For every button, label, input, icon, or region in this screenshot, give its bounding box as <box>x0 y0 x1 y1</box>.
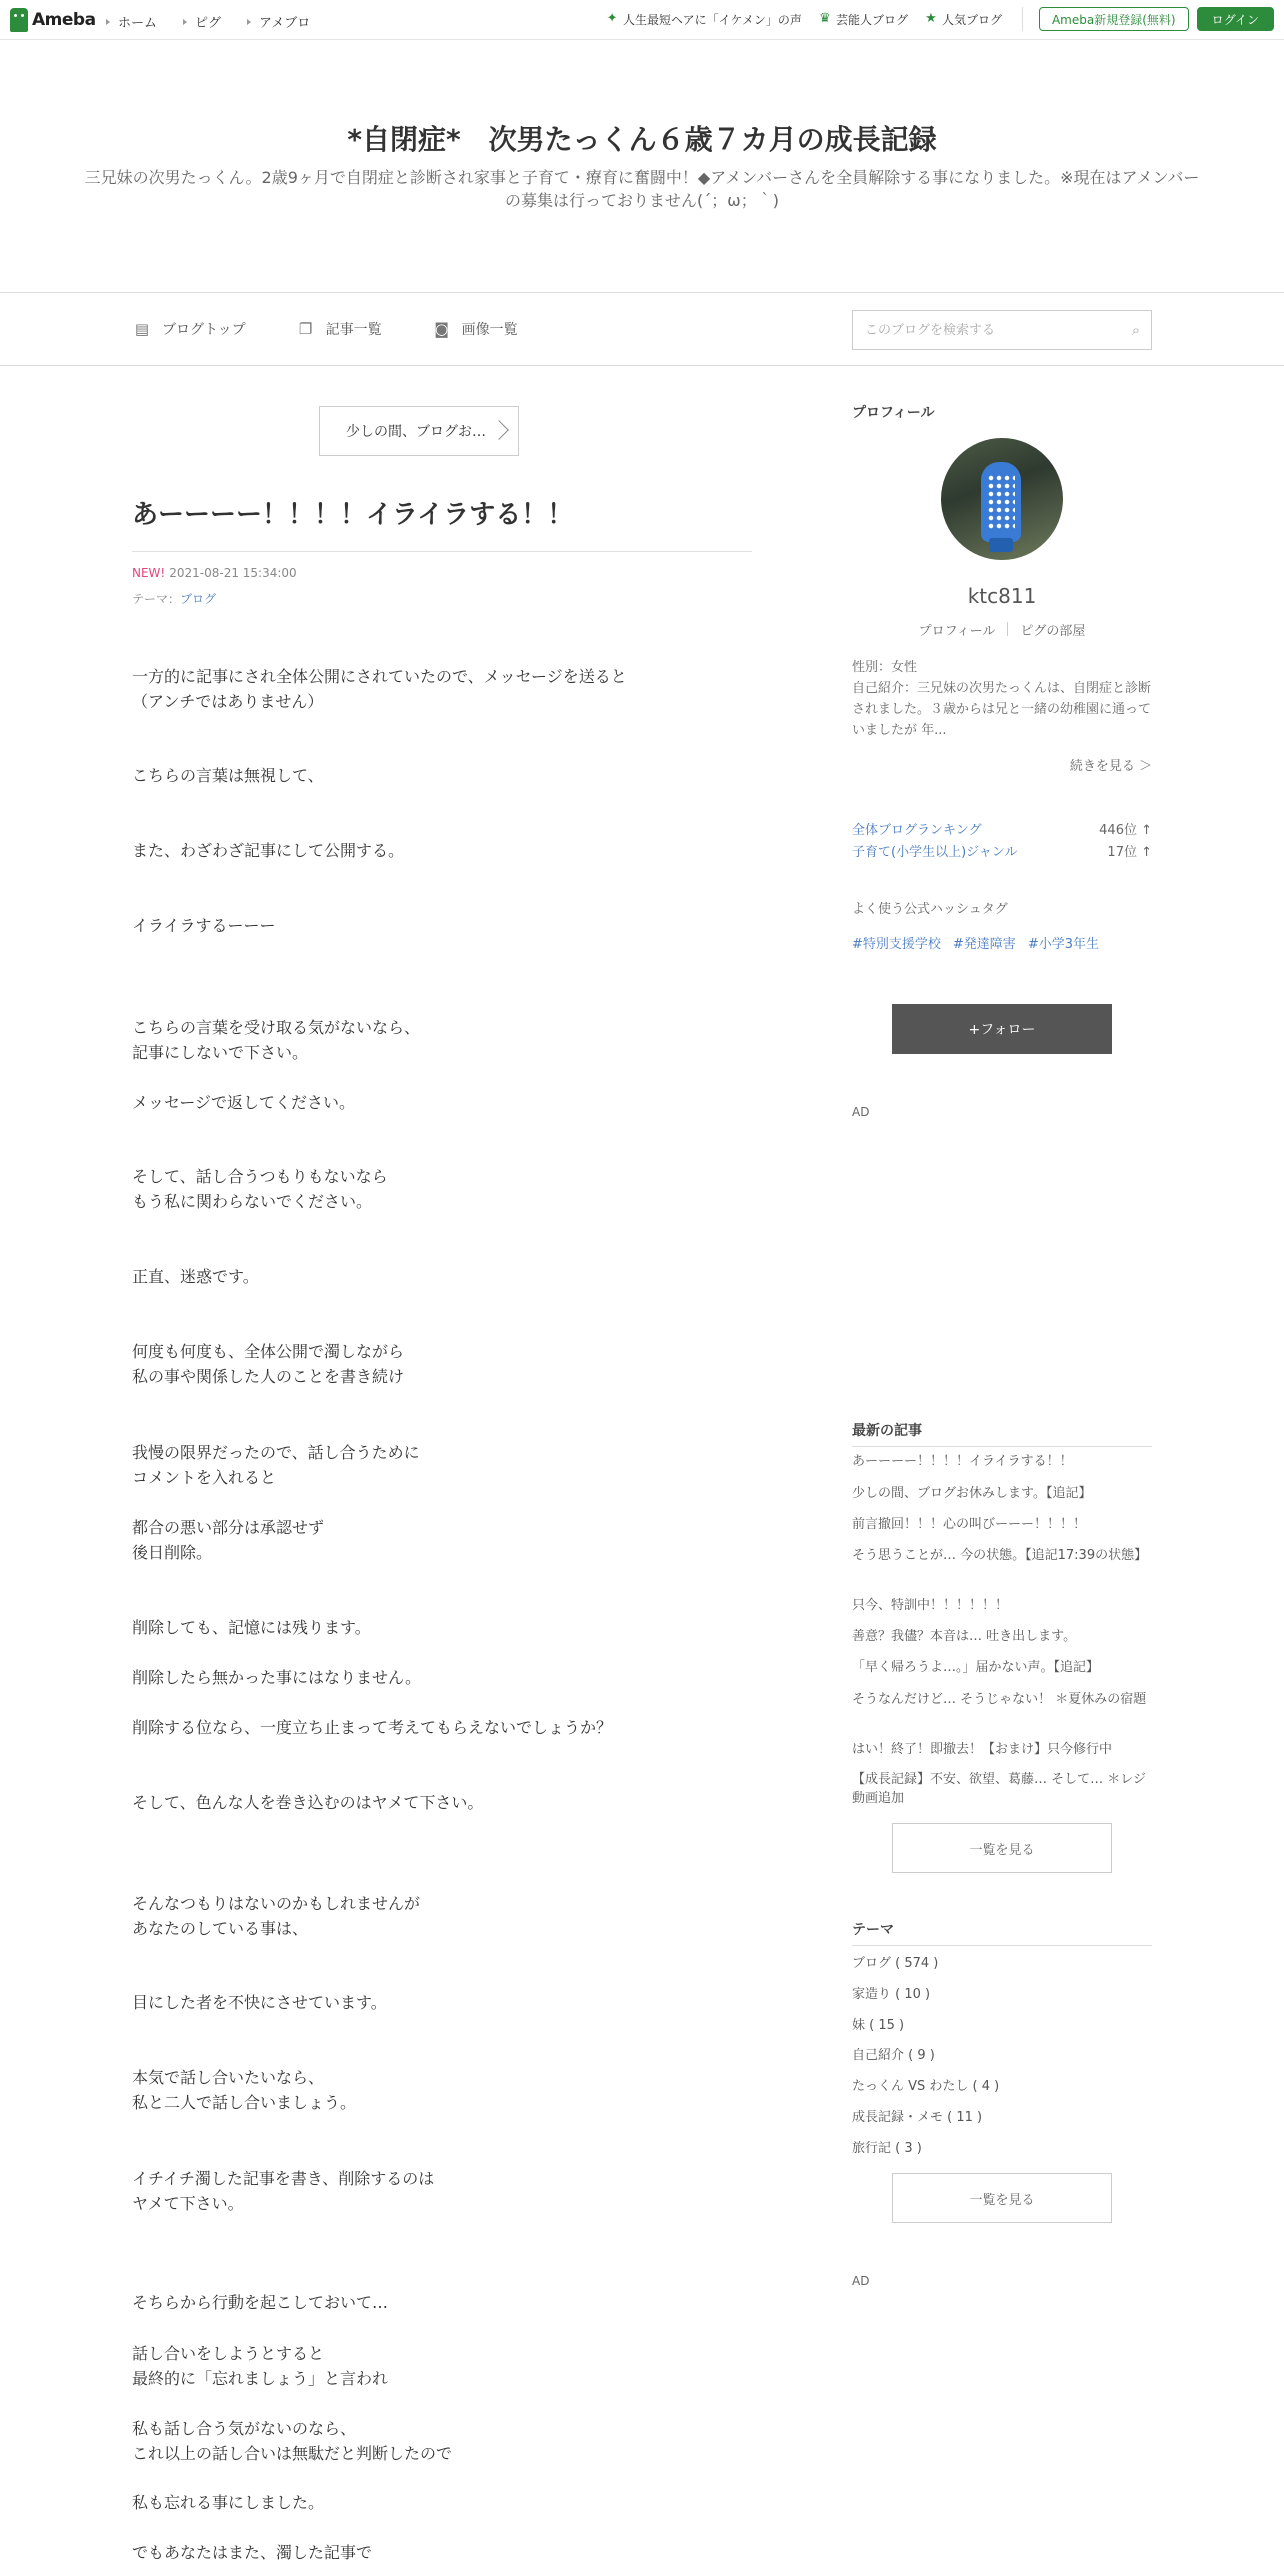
themes-see-list-button[interactable]: 一覧を見る <box>892 2173 1112 2223</box>
themes-heading: テーマ <box>852 1919 1152 1946</box>
divider <box>1022 7 1023 31</box>
blog-title[interactable]: *自閉症* 次男たっくん６歳７カ月の成長記録 <box>347 123 937 156</box>
hashtags <box>852 933 1111 952</box>
ameba-logo-icon <box>10 8 28 32</box>
hashtag-link[interactable]: #発達障害 <box>952 937 1016 952</box>
theme-link[interactable]: ブログ ( 574 ) <box>852 1956 939 1971</box>
gender: 性別：女性 <box>852 660 918 675</box>
profile-heading: プロフィール <box>852 405 935 421</box>
article-paragraph: そんなつもりはないのかもしれませんが あなたのしている事は、 <box>132 1894 421 1938</box>
ameba-logo[interactable] <box>10 8 96 32</box>
recent-entry-link[interactable]: あーーーー！！！！イライラする！！ <box>852 1454 1073 1469</box>
recent-entry-link[interactable]: 「早く帰ろうよ…。」届かない声。【追記】 <box>852 1660 1100 1675</box>
recent-entry-link[interactable]: そうなんだけど… そうじゃない！ ＊夏休みの宿題 <box>852 1692 1147 1707</box>
read-more-link[interactable]: 続きを見る ＞ <box>1069 759 1152 774</box>
profile-link[interactable]: プロフィール <box>918 624 996 639</box>
article-paragraph: イチイチ濁した記事を書き、削除するのは ヤメて下さい。 <box>132 2169 435 2213</box>
pigg-room-link[interactable]: ピグの部屋 <box>1020 624 1086 639</box>
avatar[interactable] <box>941 438 1063 560</box>
article-paragraph: 私も話し合う気がないのなら、 これ以上の話し合いは無駄だと判断したので <box>132 2419 453 2463</box>
login-button[interactable]: ログイン <box>1197 7 1274 31</box>
ad-label-bottom: AD <box>852 2274 870 2288</box>
username[interactable]: ktc811 <box>967 584 1037 608</box>
article-paragraph: 話し合いをしようとすると 最終的に「忘れましょう」と言われ <box>132 2344 389 2388</box>
article-paragraph: そして、色んな人を巻き込むのはヤメて下さい。 <box>132 1793 484 1812</box>
divider <box>1007 622 1008 636</box>
article-theme: テーマ：ブログ <box>132 592 217 606</box>
hashtag-link[interactable]: #特別支援学校 <box>852 937 941 952</box>
article-paragraph: メッセージで返してください。 <box>132 1093 356 1112</box>
recent-entries-heading: 最新の記事 <box>852 1420 1152 1447</box>
article-meta <box>132 566 297 580</box>
ranking-genre[interactable]: 子育て(小学生以上)ジャンル 17位 ↑ <box>852 845 1152 860</box>
popular-blog-link[interactable]: ★ 人気ブログ <box>925 11 1002 27</box>
article-paragraph: 本気で話し合いたいなら、 私と二人で話し合いましょう。 <box>132 2068 357 2112</box>
article-paragraph: 削除しても、記憶には残ります。 <box>132 1618 371 1637</box>
blog-description: 三兄妹の次男たっくん。2歳9ヶ月で自閉症と診断され家事と子育て・療育に奮闘中！◆アメンバーさんを全員解除する事になりました。※現在はアメンバーの募集は行っておりません(´；ω；｀) <box>84 168 1200 210</box>
recent-entry-link[interactable]: そう思うことが… 今の状態。【追記17:39の状態】 <box>852 1548 1148 1563</box>
triangle-right-icon <box>106 19 110 25</box>
follow-button[interactable]: +フォロー <box>892 1004 1112 1054</box>
blog-top-link[interactable]: ▤ ブログトップ <box>134 320 246 338</box>
register-button[interactable]: Ameba新規登録(無料) <box>1039 7 1189 31</box>
nav-pigg[interactable]: ピグ <box>183 12 221 31</box>
nav-home[interactable]: ホーム <box>106 12 157 31</box>
search-input[interactable] <box>853 312 1121 348</box>
article-date: 2021-08-21 15:34:00 <box>169 566 297 580</box>
copy-icon: ❐ <box>298 320 313 338</box>
recent-entry-link[interactable]: 前言撤回！！！心の叫びーーー！！！！ <box>852 1517 1087 1532</box>
theme-link[interactable]: 妹 ( 15 ) <box>852 2018 905 2033</box>
article-paragraph: イライラするーーー <box>132 916 276 935</box>
theme-link[interactable]: ブログ <box>180 592 217 606</box>
article-paragraph: そちらから行動を起こしておいて… <box>132 2293 389 2312</box>
global-header <box>0 0 1284 40</box>
blog-nav <box>0 292 1284 366</box>
sparkle-icon: ✦ <box>606 11 618 26</box>
article-paragraph: 何度も何度も、全体公開で濁しながら 私の事や関係した人のことを書き続け <box>132 1342 405 1386</box>
article-paragraph: こちらの言葉を受け取る気がないなら、 記事にしないで下さい。 <box>132 1018 421 1062</box>
article-paragraph: 都合の悪い部分は承認せず 後日削除。 <box>132 1518 325 1562</box>
camera-icon: ◙ <box>434 320 449 338</box>
star-icon: ★ <box>925 11 937 26</box>
global-nav <box>106 12 336 31</box>
recent-see-list-button[interactable]: 一覧を見る <box>892 1823 1112 1873</box>
article-paragraph: 削除したら無かった事にはなりません。 <box>132 1668 421 1687</box>
hashtags-heading: よく使う公式ハッシュタグ <box>852 902 1008 917</box>
nav-ameblo[interactable]: アメブロ <box>247 12 310 31</box>
ranking-overall[interactable]: 全体ブログランキング 446位 ↑ <box>852 823 1152 838</box>
triangle-right-icon <box>247 19 251 25</box>
article-title[interactable]: あーーーー！！！！イライラする！！ <box>132 494 752 552</box>
global-nav-right <box>589 7 1274 31</box>
article-paragraph: こちらの言葉は無視して、 <box>132 766 324 785</box>
self-intro: 自己紹介：三兄妹の次男たっくんは、自閉症と診断されました。３歳からは兄と一緒の幼稚園に通っていましたが 年... <box>852 681 1152 738</box>
previous-entry-button[interactable]: 少しの間、ブログお… <box>319 406 519 456</box>
theme-link[interactable]: 旅行記 ( 3 ) <box>852 2141 922 2156</box>
celebrity-blog-link[interactable]: ♛ 芸能人ブログ <box>819 11 908 27</box>
theme-link[interactable]: 自己紹介 ( 9 ) <box>852 2048 935 2063</box>
new-badge: NEW! <box>132 566 166 580</box>
ad-label: AD <box>852 1105 870 1119</box>
hashtag-link[interactable]: #小学3年生 <box>1027 937 1099 952</box>
image-list-link[interactable]: ◙ 画像一覧 <box>434 320 518 338</box>
article-paragraph: そして、話し合うつもりもないなら もう私に関わらないでください。 <box>132 1167 388 1211</box>
theme-link[interactable]: たっくん VS わたし ( 4 ) <box>852 2079 1000 2094</box>
theme-link[interactable]: 成長記録・メモ ( 11 ) <box>852 2110 983 2125</box>
promo-link[interactable]: ✦ 人生最短ヘアに「イケメン」の声 <box>606 11 802 27</box>
recent-entry-link[interactable]: 少しの間、ブログお休みします。【追記】 <box>852 1486 1092 1501</box>
triangle-right-icon <box>183 19 187 25</box>
article-paragraph: 目にした者を不快にさせています。 <box>132 1993 387 2012</box>
recent-entry-link[interactable]: はい！終了！即撤去！【おまけ】只今修行中 <box>852 1742 1113 1757</box>
article-paragraph: 正直、迷惑です。 <box>132 1267 259 1286</box>
article-paragraph: 削除する位なら、一度立ち止まって考えてもらえないでしょうか？ <box>132 1718 613 1737</box>
article-paragraph: でもあなたはまた、濁した記事で <box>132 2543 373 2562</box>
article-paragraph: 私も忘れる事にしました。 <box>132 2493 325 2512</box>
article-paragraph: 一方的に記事にされ全体公開にされていたので、メッセージを送ると （アンチではありません） <box>132 667 627 711</box>
theme-link[interactable]: 家造り ( 10 ) <box>852 1987 931 2002</box>
chevron-right-icon <box>489 420 509 440</box>
search-icon[interactable]: ⌕ <box>1131 321 1141 339</box>
article-paragraph: また、わざわざ記事にして公開する。 <box>132 841 405 860</box>
crown-icon: ♛ <box>819 11 831 26</box>
logo-text: Ameba <box>32 10 96 30</box>
document-icon: ▤ <box>134 320 150 338</box>
profile-links <box>852 620 1152 639</box>
recent-entry-link[interactable]: 只今、特訓中！！！！！！ <box>852 1598 1009 1613</box>
recent-entry-link[interactable]: 【成長記録】不安、欲望、葛藤… そして… ＊レジ動画追加 <box>852 1772 1146 1806</box>
entry-list-link[interactable]: ❐ 記事一覧 <box>298 320 382 338</box>
recent-entry-link[interactable]: 善意？我儘？本音は… 吐き出します。 <box>852 1629 1077 1644</box>
article-paragraph: 我慢の限界だったので、話し合うために コメントを入れると <box>132 1443 420 1487</box>
blog-search <box>852 310 1152 350</box>
profile-info <box>852 657 1152 741</box>
